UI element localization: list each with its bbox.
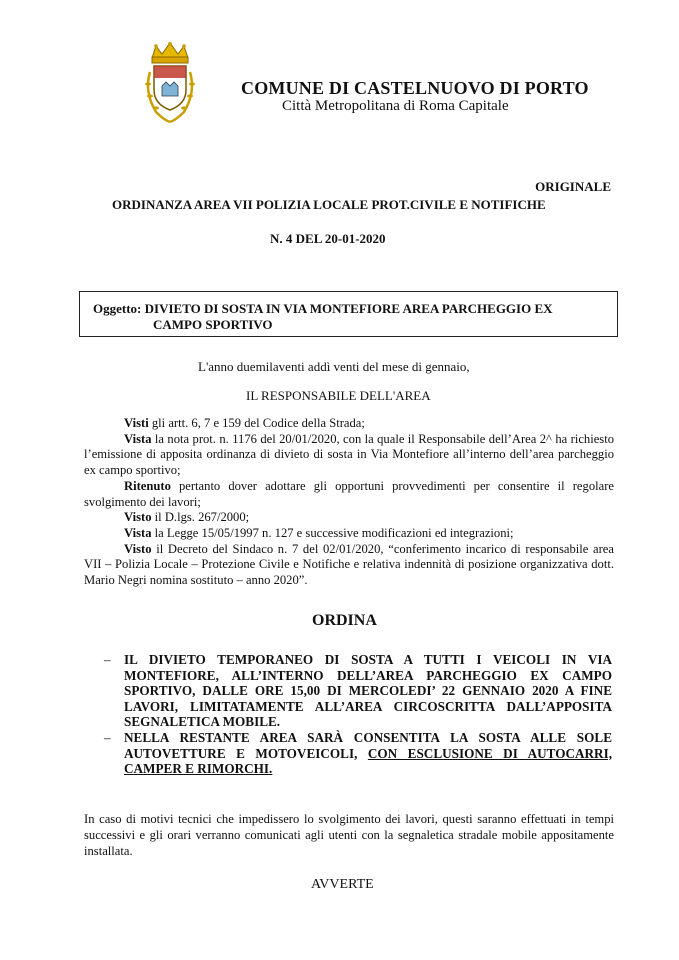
subject-text-1: DIVIETO DI SOSTA IN VIA MONTEFIORE AREA PARCHEGGIO EX: [144, 301, 553, 316]
premise-lead: Visto: [124, 541, 152, 556]
subject-line-2: CAMPO SPORTIVO: [153, 317, 273, 332]
premises-section: [84, 416, 614, 589]
subject-line-1: [93, 301, 553, 317]
premise-text: il Decreto del Sindaco n. 7 del 02/01/2020, “conferimento incarico di responsabile area VII – Polizia Locale – Protezione Civile e Notifiche e relativa indennità di posizione organizzativa dott. Mario Negri nomina sostituto – anno 2020”.: [84, 541, 614, 588]
order-item: [104, 652, 612, 730]
premise-text: la nota prot. n. 1176 del 20/01/2020, con la quale il Responsabile dell’Area 2^ ha richiesto l’emissione di apposita ordinanza di divieto di sosta in Via Montefiore all’interno dell’area parcheggio ex campo sportivo;: [84, 431, 614, 478]
premise-paragraph: [84, 526, 614, 542]
premise-lead: Visto: [124, 510, 152, 525]
ordinanza-title: ORDINANZA AREA VII POLIZIA LOCALE PROT.CIVILE E NOTIFICHE: [112, 197, 546, 212]
premise-paragraph: [84, 432, 614, 479]
premise-paragraph: [84, 542, 614, 589]
premise-paragraph: [84, 510, 614, 526]
coat-of-arms-icon: [142, 40, 198, 126]
order-list: [104, 652, 612, 777]
premise-text: gli artt. 6, 7 e 159 del Codice della Strada;: [148, 416, 365, 430]
responsible-heading: IL RESPONSABILE DELL'AREA: [246, 388, 431, 403]
dash-bullet: –: [104, 729, 111, 745]
dash-bullet: –: [104, 652, 111, 667]
premise-lead: Ritenuto: [124, 478, 171, 493]
avverte-heading: AVVERTE: [311, 877, 374, 892]
order-item-text: IL DIVIETO TEMPORANEO DI SOSTA A TUTTI I VEICOLI IN VIA MONTEFIORE, ALL’INTERNO DELL’AREA PARCHEGGIO EX CAMPO SPORTIVO, DALLE ORE 15,00 DI MERCOLEDI’ 22 GENNAIO 2020 A FINE LAVORI, LIMITATAMENTE ALL’AREA CIRCOSCRITTA DALL’APPOSITA SEGNALETICA MOBILE.: [124, 652, 612, 730]
premise-paragraph: [84, 416, 614, 432]
ordinanza-number: N. 4 DEL 20-01-2020: [270, 231, 386, 246]
subject-label: Oggetto:: [93, 301, 142, 316]
premise-text: la Legge 15/05/1997 n. 127 e successive modificazioni ed integrazioni;: [151, 525, 514, 540]
premise-paragraph: [84, 479, 614, 510]
premise-lead: Visti: [124, 416, 149, 430]
order-item-text: NELLA RESTANTE AREA SARÀ CONSENTITA LA SOSTA ALLE SOLE AUTOVETTURE E MOTOVEICOLI,: [124, 729, 612, 761]
premise-text: il D.lgs. 267/2000;: [151, 510, 250, 525]
municipality-subtitle: Città Metropolitana di Roma Capitale: [282, 98, 509, 114]
order-item-underlined-text: CON ESCLUSIONE DI AUTOCARRI, CAMPER E RIMORCHI.: [124, 745, 612, 777]
premise-lead: Vista: [124, 525, 152, 540]
premise-text: pertanto dover adottare gli opportuni provvedimenti per consentire il regolare svolgimento dei lavori;: [84, 478, 614, 509]
municipality-title: COMUNE DI CASTELNUOVO DI PORTO: [241, 78, 589, 98]
date-statement: L'anno duemilaventi addì venti del mese di gennaio,: [198, 359, 470, 374]
closing-paragraph: In caso di motivi tecnici che impedissero lo svolgimento dei lavori, questi saranno effettuati in tempi successivi e gli orari verranno comunicati agli utenti con la segnaletica stradale mobile appositamente installata.: [84, 812, 614, 858]
originale-label: ORIGINALE: [535, 179, 611, 194]
premise-lead: Vista: [124, 431, 152, 446]
subject-box: [79, 291, 618, 337]
order-item: [104, 730, 612, 777]
ordina-heading: ORDINA: [312, 612, 377, 629]
